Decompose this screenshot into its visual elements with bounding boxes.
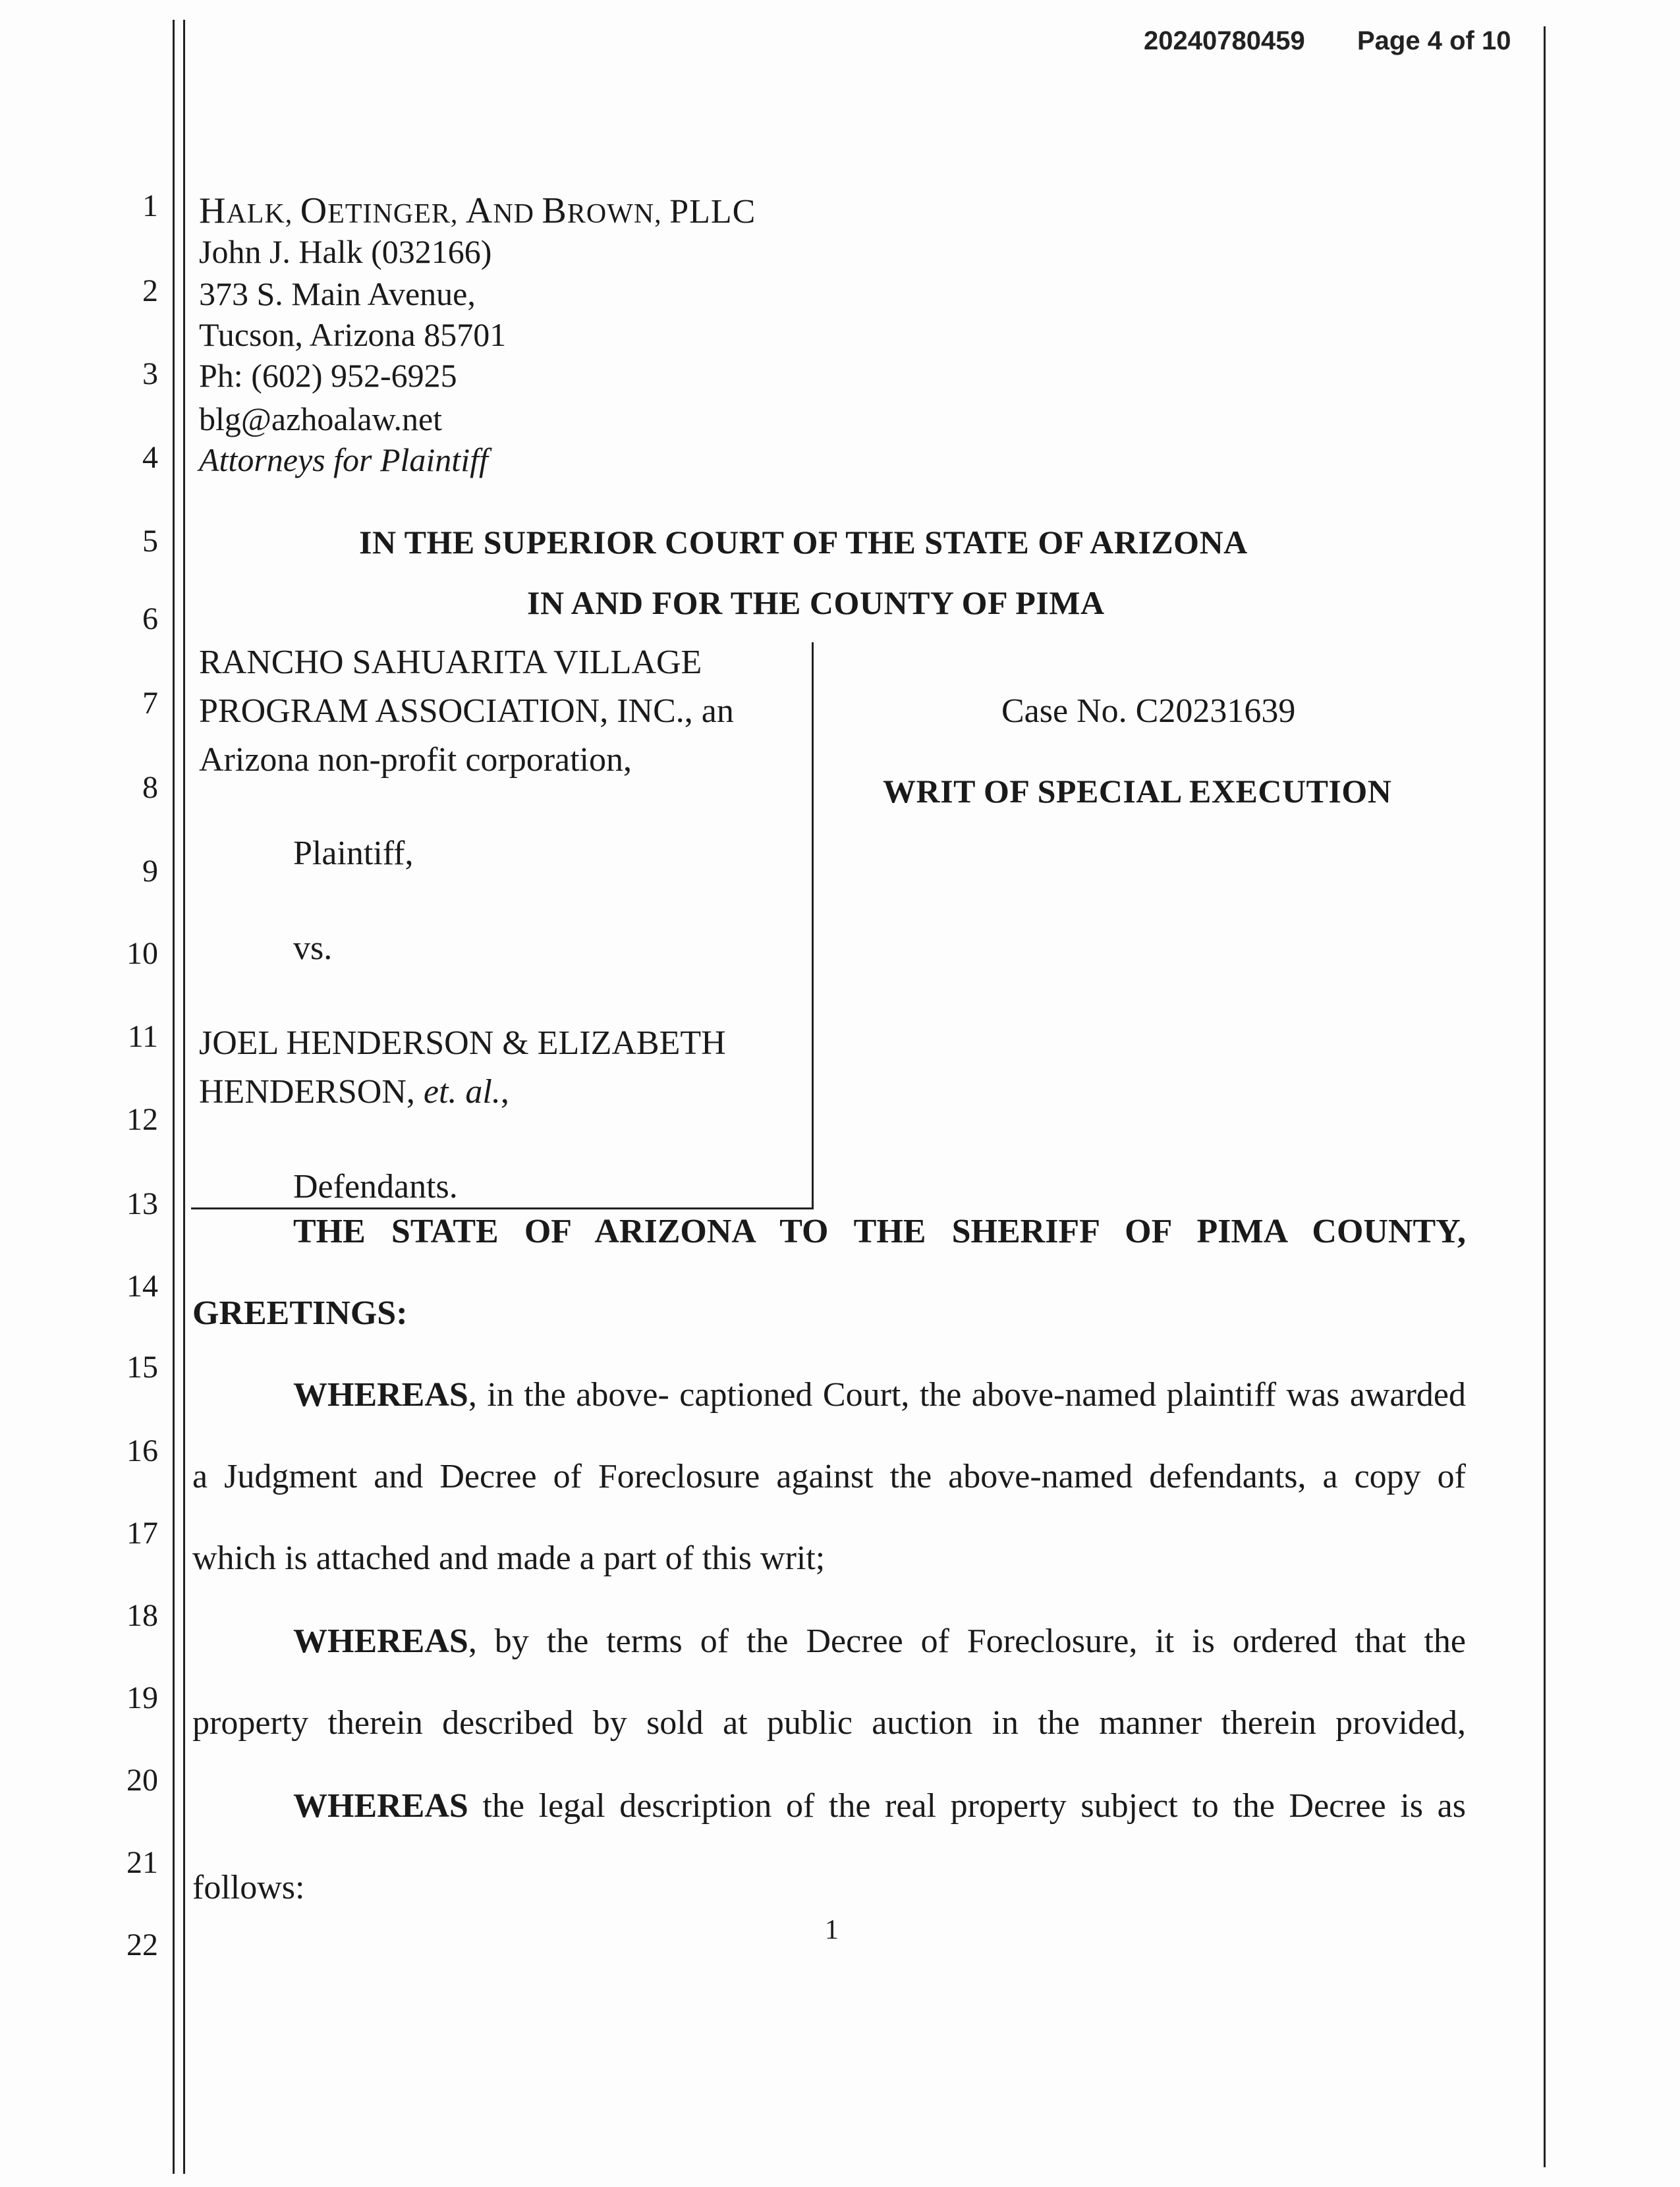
line-number: 15 xyxy=(126,1350,158,1385)
line-number: 20 xyxy=(126,1763,158,1798)
defendant-name-line1: JOEL HENDERSON & ELIZABETH xyxy=(199,1024,726,1062)
line-number: 10 xyxy=(126,936,158,971)
court-heading-line2: IN AND FOR THE COUNTY OF PIMA xyxy=(527,584,1105,621)
firm-name: HALK, OETINGER, AND BROWN, PLLC xyxy=(199,190,756,231)
salutation-line1: THE STATE OF ARIZONA TO THE SHERIFF OF PIMA COUNTY, xyxy=(293,1213,1466,1250)
defendant-name-line2: HENDERSON, et. al., xyxy=(199,1073,509,1111)
paragraph2-line1: WHEREAS, by the terms of the Decree of Foreclosure, it is ordered that the xyxy=(293,1622,1466,1660)
versus-label: vs. xyxy=(293,929,333,967)
left-margin-rule-inner xyxy=(183,20,185,2174)
case-number: Case No. C20231639 xyxy=(1001,692,1296,730)
line-number: 8 xyxy=(142,770,158,805)
line-number: 14 xyxy=(126,1269,158,1304)
plaintiff-name-line1: RANCHO SAHUARITA VILLAGE xyxy=(199,644,702,681)
paragraph3-line1: WHEREAS the legal description of the real property subject to the Decree is as xyxy=(293,1787,1466,1825)
plaintiff-label: Plaintiff, xyxy=(293,835,414,872)
line-number: 4 xyxy=(142,440,158,475)
line-number: 18 xyxy=(126,1598,158,1633)
line-number: 16 xyxy=(126,1433,158,1468)
line-number: 7 xyxy=(142,686,158,721)
right-margin-rule xyxy=(1544,26,1546,2167)
court-heading-line1: IN THE SUPERIOR COURT OF THE STATE OF ARIZONA xyxy=(359,524,1248,561)
line-number: 2 xyxy=(142,273,158,308)
line-number: 1 xyxy=(142,188,158,223)
line-number: 12 xyxy=(126,1102,158,1137)
line-number: 6 xyxy=(142,601,158,636)
footer-page-number: 1 xyxy=(825,1915,839,1945)
line-number: 22 xyxy=(126,1927,158,1962)
paragraph1-line2: a Judgment and Decree of Foreclosure against the above-named defendants, a copy of xyxy=(192,1458,1466,1495)
line-number: 13 xyxy=(126,1186,158,1221)
caption-divider-vertical xyxy=(812,642,814,1209)
attorney-phone: Ph: (602) 952-6925 xyxy=(199,357,457,394)
paragraph1-line3: which is attached and made a part of this writ; xyxy=(192,1539,826,1577)
plaintiff-name-line2: PROGRAM ASSOCIATION, INC., an xyxy=(199,692,734,730)
defendant-label: Defendants. xyxy=(293,1168,458,1205)
recording-number: 20240780459 xyxy=(1144,26,1305,55)
paragraph2-line2: property therein described by sold at public auction in the manner therein provided, xyxy=(192,1704,1466,1742)
salutation-line2: GREETINGS: xyxy=(192,1294,408,1332)
attorney-email: blg@azhoalaw.net xyxy=(199,401,443,437)
document-title: WRIT OF SPECIAL EXECUTION xyxy=(883,773,1392,810)
paragraph3-line2: follows: xyxy=(192,1869,305,1906)
plaintiff-name-line3: Arizona non-profit corporation, xyxy=(199,741,632,779)
line-number: 21 xyxy=(126,1845,158,1880)
left-margin-rule-outer xyxy=(173,20,175,2174)
attorney-name: John J. Halk (032166) xyxy=(199,233,492,270)
recording-page-label: Page 4 of 10 xyxy=(1357,26,1511,55)
line-number: 3 xyxy=(142,356,158,391)
line-number: 17 xyxy=(126,1516,158,1551)
attorney-city: Tucson, Arizona 85701 xyxy=(199,316,507,353)
line-number: 19 xyxy=(126,1680,158,1715)
line-number: 5 xyxy=(142,524,158,559)
attorney-street: 373 S. Main Avenue, xyxy=(199,275,476,312)
line-number: 9 xyxy=(142,854,158,889)
attorney-role: Attorneys for Plaintiff xyxy=(199,441,488,478)
caption-divider-horizontal xyxy=(191,1207,814,1209)
paragraph1-line1: WHEREAS, in the above- captioned Court, the above-named plaintiff was awarded xyxy=(293,1376,1466,1414)
line-number: 11 xyxy=(127,1019,158,1054)
